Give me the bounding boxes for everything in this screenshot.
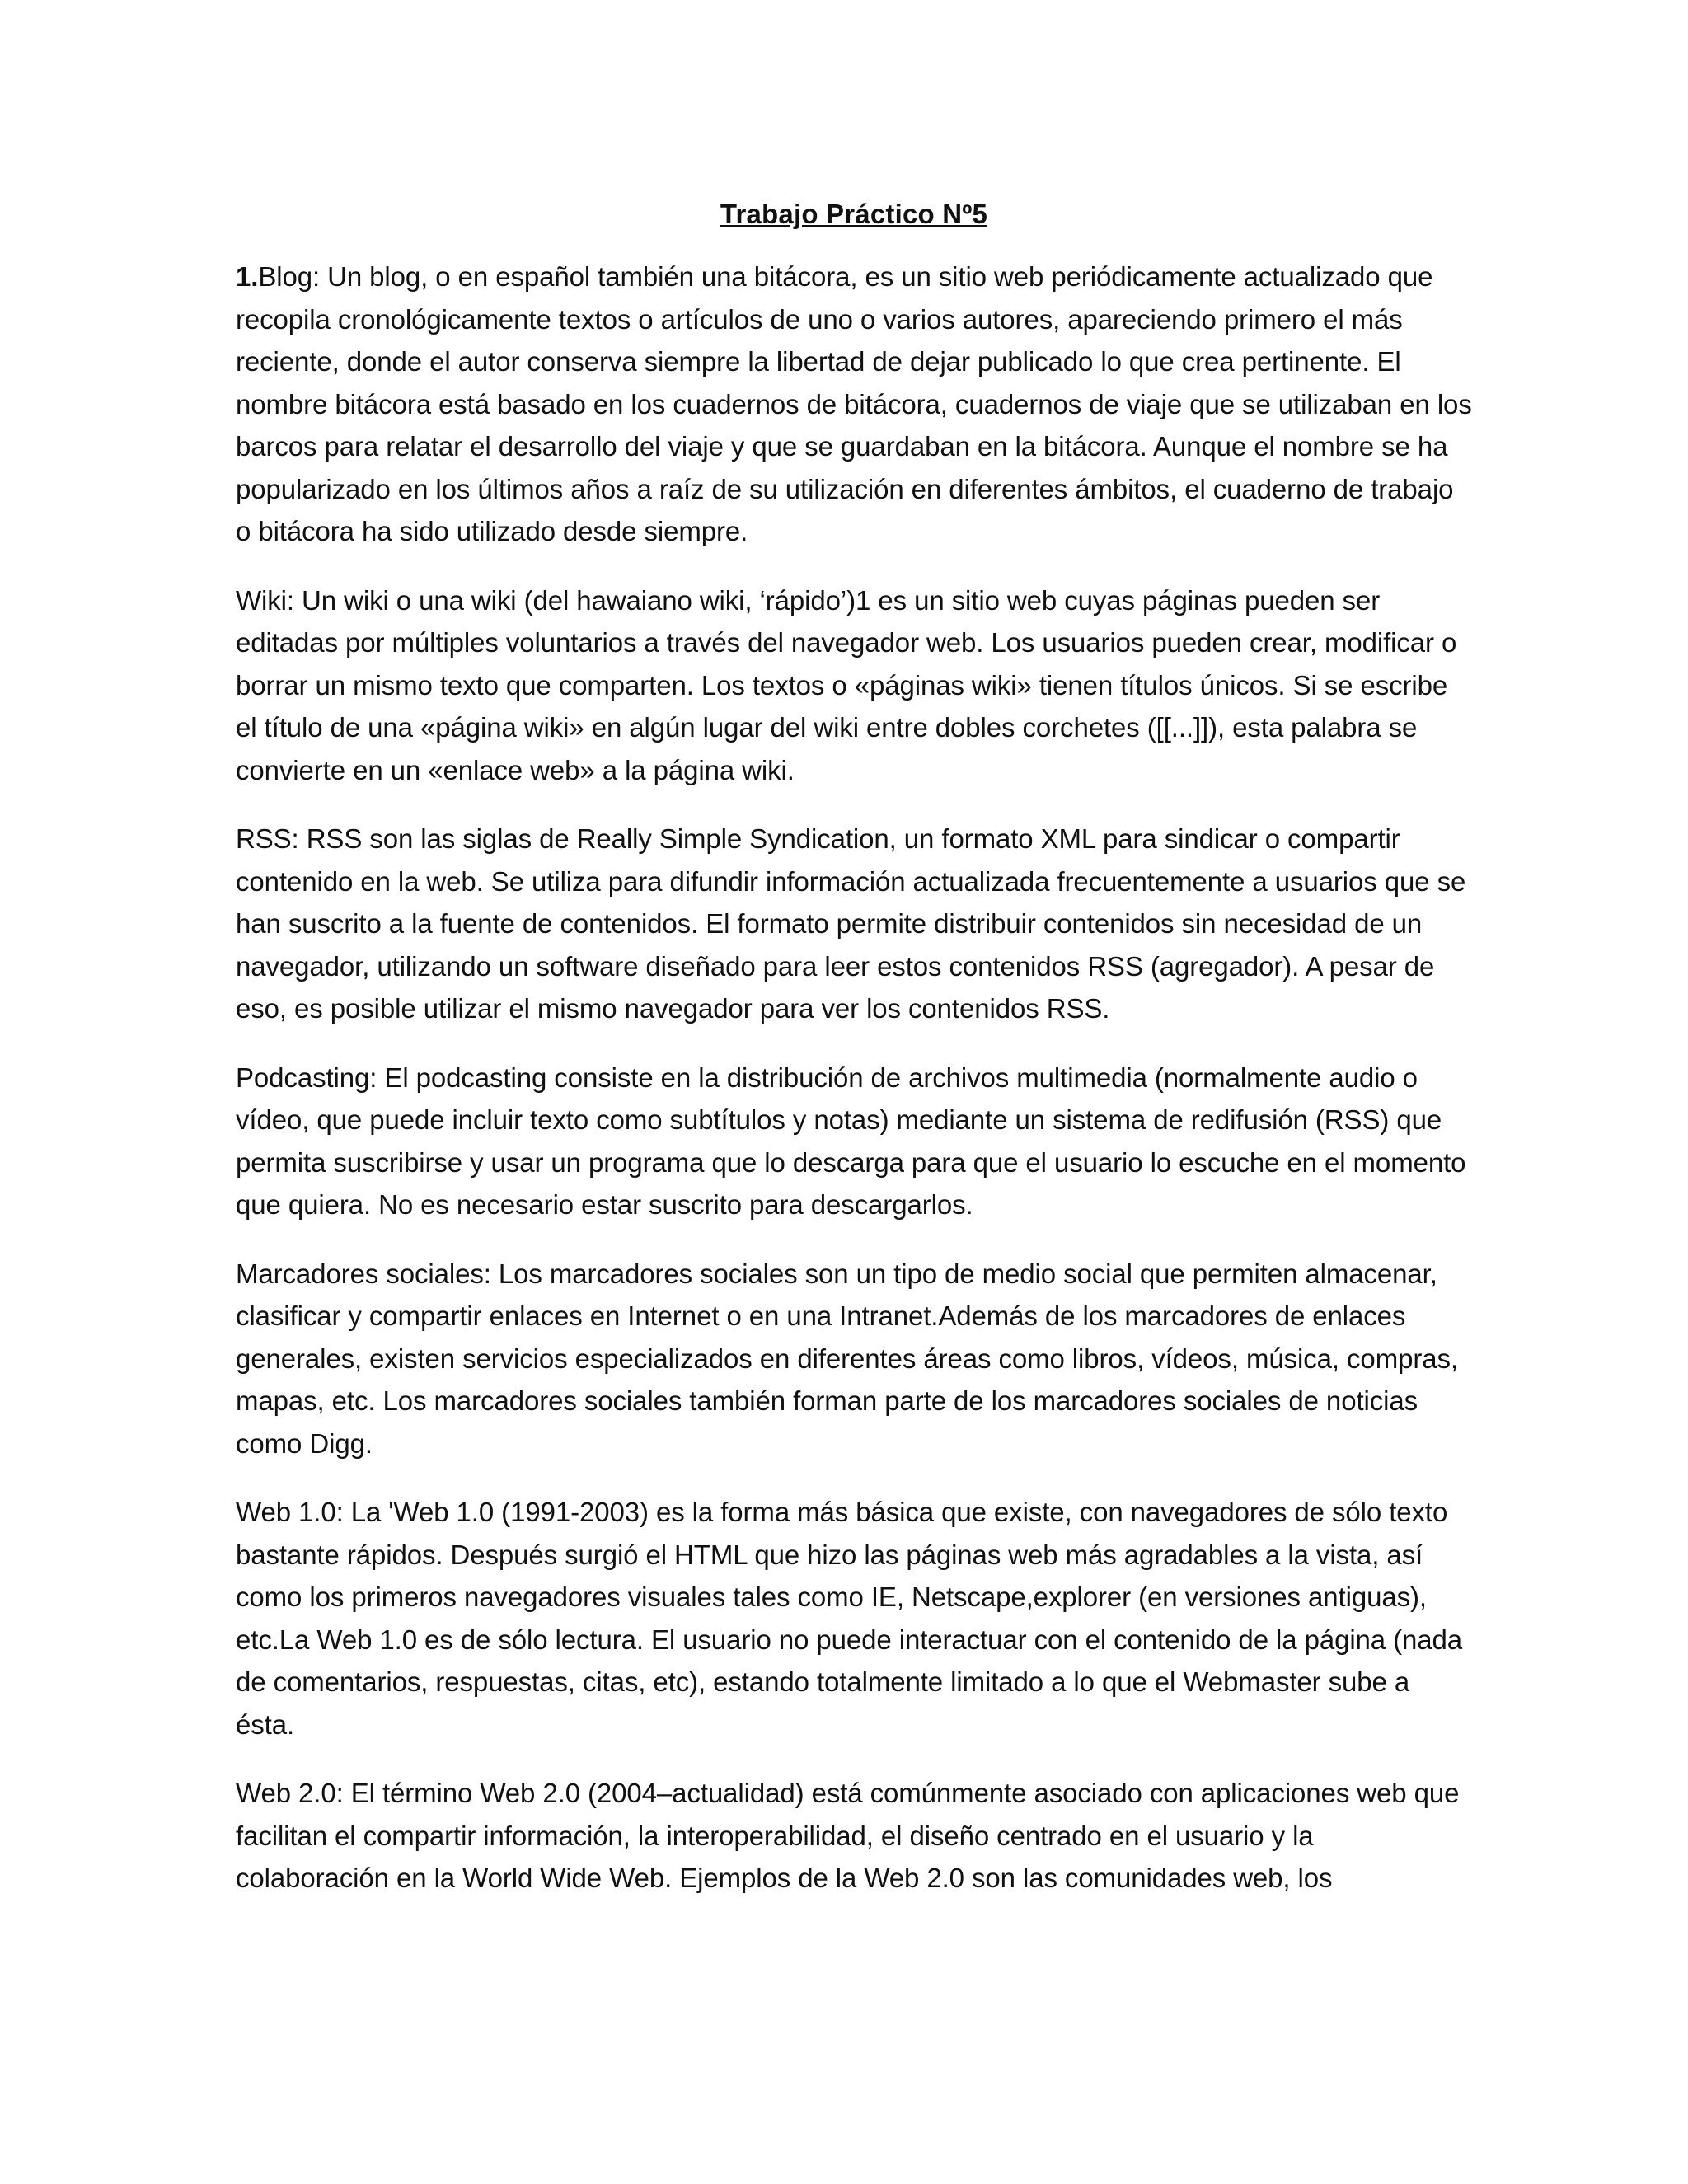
paragraph-web-1: Web 1.0: La 'Web 1.0 (1991-2003) es la forma más básica que existe, con navegadores de sólo texto bastante rápidos. Después surgió el HTML que hizo las páginas web más agradables a la vista, así como los primeros navegadores visuales tales como IE, Netscape,explorer (en versiones antiguas), etc.La Web 1.0 es de sólo lectura. El usuario no puede interactuar con el contenido de la página (nada de comentarios, respuestas, citas, etc), estando totalmente limitado a lo que el Webmaster sube a ésta. bbox=[236, 1497, 1463, 1740]
paragraph-podcasting: Podcasting: El podcasting consiste en la distribución de archivos multimedia (normalmente audio o vídeo, que puede incluir texto como subtítulos y notas) mediante un sistema de redifusión (RSS) que permita suscribirse y usar un programa que lo descarga para que el usuario lo escuche en el momento que quiera. No es necesario estar suscrito para descargarlos. bbox=[236, 1062, 1466, 1220]
paragraph-wiki: Wiki: Un wiki o una wiki (del hawaiano wiki, ‘rápido’)1 es un sitio web cuyas páginas pueden ser editadas por múltiples voluntarios a través del navegador web. Los usuarios pueden crear, modificar o borrar un mismo texto que comparten. Los textos o «páginas wiki» tienen títulos únicos. Si se escribe el título de una «página wiki» en algún lugar del wiki entre dobles corchetes ([[...]]), esta palabra se convierte en un «enlace web» a la página wiki. bbox=[236, 584, 1457, 785]
paragraph-web-2: Web 2.0: El término Web 2.0 (2004–actualidad) está comúnmente asociado con aplicaciones web que facilitan el compartir información, la interoperabilidad, el diseño centrado en el usuario y la colaboración en la World Wide Web. Ejemplos de la Web 2.0 son las comunidades web, los bbox=[236, 1778, 1460, 1893]
page-title: Trabajo Práctico Nº5 bbox=[720, 199, 988, 229]
document-body bbox=[236, 190, 1472, 1926]
paragraph-text: Blog: Un blog, o en español también una bitácora, es un sitio web periódicamente actualizado que recopila cronológicamente textos o artículos de uno o varios autores, apareciendo primero el más reciente, donde el autor conserva siempre la libertad de dejar publicado lo que crea pertinente. El nombre bitácora está basado en los cuadernos de bitácora, cuadernos de viaje que se utilizaban en los barcos para relatar el desarrollo del viaje y que se guardaban en la bitácora. Aunque el nombre se ha popularizado en los últimos años a raíz de su utilización en diferentes ámbitos, el cuaderno de trabajo o bitácora ha sido utilizado desde siempre. bbox=[236, 261, 1472, 546]
paragraph-blog bbox=[236, 255, 1472, 553]
paragraph-rss: RSS: RSS son las siglas de Really Simple Syndication, un formato XML para sindicar o compartir contenido en la web. Se utiliza para difundir información actualizada frecuentemente a usuarios que se han suscrito a la fuente de contenidos. El formato permite distribuir contenidos sin necesidad de un navegador, utilizando un software diseñado para leer estos contenidos RSS (agregador). A pesar de eso, es posible utilizar el mismo navegador para ver los contenidos RSS. bbox=[236, 823, 1466, 1024]
item-number: 1. bbox=[236, 261, 259, 292]
paragraph-marcadores-sociales: Marcadores sociales: Los marcadores sociales son un tipo de medio social que permiten almacenar, clasificar y compartir enlaces en Internet o en una Intranet.Además de los marcadores de enlaces generales, existen servicios especializados en diferentes áreas como libros, vídeos, música, compras, mapas, etc. Los marcadores sociales también forman parte de los marcadores sociales de noticias como Digg. bbox=[236, 1258, 1458, 1459]
